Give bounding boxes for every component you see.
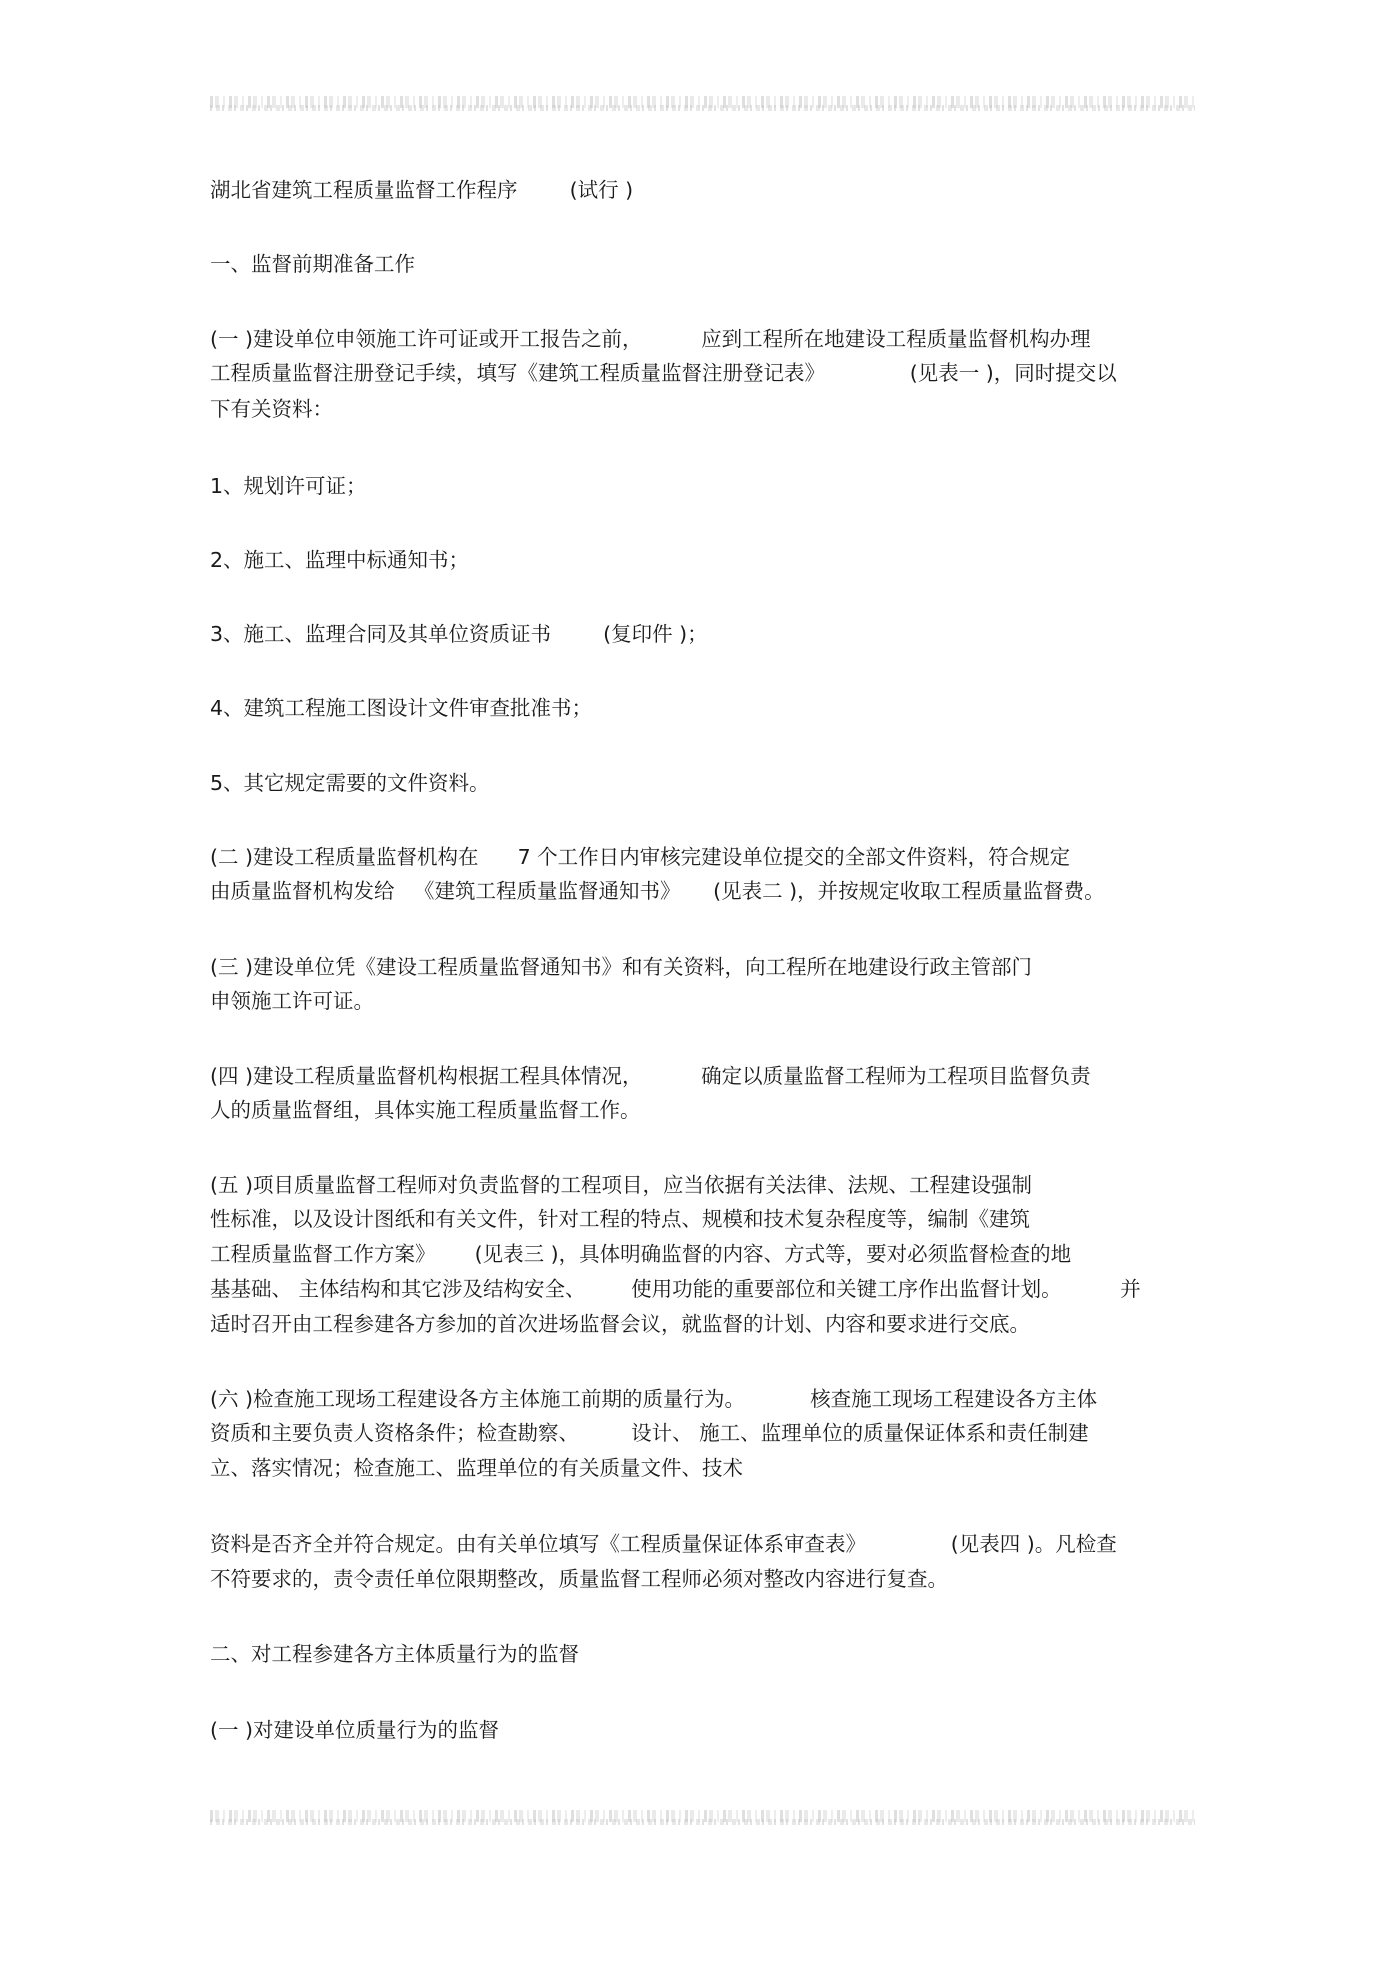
subsection-heading: (一 )对建设单位质量行为的监督 — [210, 1718, 500, 1742]
list-item: 4、建筑工程施工图设计文件审查批准书； — [210, 696, 593, 720]
paragraph-line: (一 )建设单位申领施工许可证或开工报告之前， 应到工程所在地建设工程质量监督机构办理 — [210, 327, 1091, 351]
paragraph-line: (六 )检查施工现场工程建设各方主体施工前期的质量行为。 核查施工现场工程建设各方主体 — [210, 1387, 1098, 1411]
paragraph-line: (四 )建设工程质量监督机构根据工程具体情况， 确定以质量监督工程师为工程项目监督负责 — [210, 1064, 1091, 1088]
document-title: 湖北省建筑工程质量监督工作程序 (试行 ) — [210, 178, 634, 202]
footer-noise-band — [210, 1810, 1195, 1822]
header-noise-band — [210, 96, 1195, 108]
paragraph-line: 性标准，以及设计图纸和有关文件，针对工程的特点、规模和技术复杂程度等，编制《建筑 — [210, 1207, 1030, 1231]
section-heading-1: 一、监督前期准备工作 — [210, 252, 415, 276]
paragraph-line: 由质量监督机构发给 《建筑工程质量监督通知书》 (见表二 )，并按规定收取工程质量监督费。 — [210, 879, 1105, 903]
paragraph-line: (五 )项目质量监督工程师对负责监督的工程项目，应当依据有关法律、法规、工程建设强制 — [210, 1173, 1033, 1197]
paragraph-line: 申领施工许可证。 — [210, 989, 374, 1013]
paragraph-line: 资料是否齐全并符合规定。由有关单位填写《工程质量保证体系审查表》 (见表四 )。凡检查 — [210, 1532, 1117, 1556]
paragraph-line: 不符要求的，责令责任单位限期整改，质量监督工程师必须对整改内容进行复查。 — [210, 1567, 948, 1591]
list-item: 2、施工、监理中标通知书； — [210, 548, 470, 572]
paragraph-line: 适时召开由工程参建各方参加的首次进场监督会议，就监督的计划、内容和要求进行交底。 — [210, 1312, 1030, 1336]
paragraph-line: 资质和主要负责人资格条件；检查勘察、 设计、 施工、监理单位的质量保证体系和责任制建 — [210, 1421, 1089, 1445]
paragraph-line: 人的质量监督组，具体实施工程质量监督工作。 — [210, 1098, 641, 1122]
paragraph-line: (三 )建设单位凭《建设工程质量监督通知书》和有关资料，向工程所在地建设行政主管部门 — [210, 955, 1033, 979]
list-item: 1、规划许可证； — [210, 474, 367, 498]
paragraph-line: 下有关资料： — [210, 397, 333, 421]
list-item: 5、其它规定需要的文件资料。 — [210, 771, 490, 795]
paragraph-line: (二 )建设工程质量监督机构在 7 个工作日内审核完建设单位提交的全部文件资料，符合规定 — [210, 845, 1071, 869]
paragraph-line: 工程质量监督注册登记手续，填写《建筑工程质量监督注册登记表》 (见表一 )，同时提交以 — [210, 361, 1117, 385]
paragraph-line: 基基础、 主体结构和其它涉及结构安全、 使用功能的重要部位和关键工序作出监督计划。 并 — [210, 1277, 1141, 1301]
paragraph-line: 工程质量监督工作方案》 (见表三 )，具体明确监督的内容、方式等，要对必须监督检查的地 — [210, 1242, 1072, 1266]
section-heading-2: 二、对工程参建各方主体质量行为的监督 — [210, 1642, 579, 1666]
list-item: 3、施工、监理合同及其单位资质证书 (复印件 )； — [210, 622, 708, 646]
paragraph-line: 立、落实情况；检查施工、监理单位的有关质量文件、技术 — [210, 1456, 743, 1480]
